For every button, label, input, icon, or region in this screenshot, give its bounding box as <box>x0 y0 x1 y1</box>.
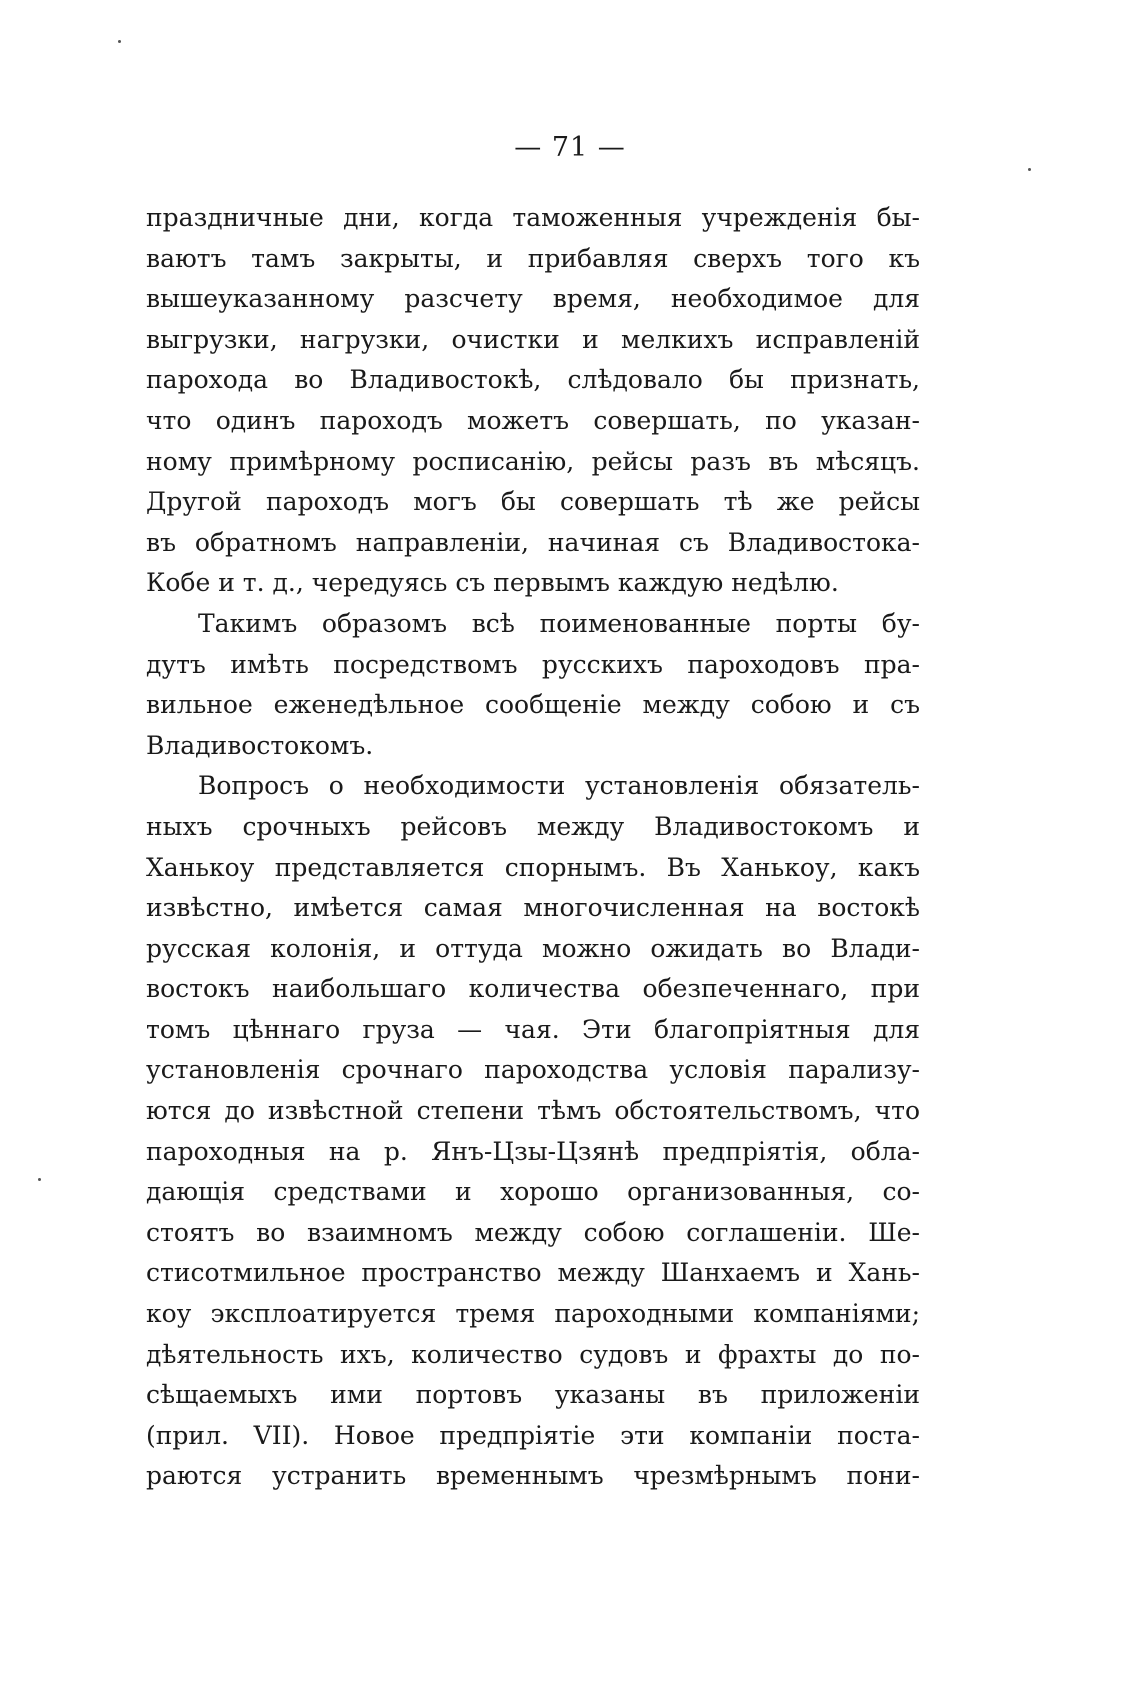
text-line: вильное еженедѣльное сообщеніе между собою и съ <box>146 690 920 720</box>
text-line: раются устранить временнымъ чрезмѣрнымъ пони- <box>146 1461 920 1491</box>
text-line: извѣстно, имѣется самая многочисленная на востокѣ <box>146 893 920 923</box>
text-line: Владивостокомъ. <box>146 730 374 760</box>
text-line: выгрузки, нагрузки, очистки и мелкихъ исправленій <box>146 324 920 354</box>
text-line: ются до извѣстной степени тѣмъ обстоятельствомъ, что <box>146 1096 920 1126</box>
text-line: парохода во Владивостокѣ, слѣдовало бы признать, <box>146 365 920 395</box>
text-line: Такимъ образомъ всѣ поименованные порты бу- <box>198 608 920 638</box>
text-line: ваютъ тамъ закрыты, и прибавляя сверхъ того къ <box>146 243 920 273</box>
text-line: стоятъ во взаимномъ между собою соглашеніи. Ше- <box>146 1217 920 1247</box>
text-line: востокъ наибольшаго количества обезпеченнаго, при <box>146 974 920 1004</box>
scan-speck <box>1028 168 1031 171</box>
text-line: дутъ имѣть посредствомъ русскихъ пароходовъ пра- <box>146 649 920 679</box>
text-line: Ханькоу представляется спорнымъ. Въ Ханькоу, какъ <box>146 852 920 882</box>
text-line: дѣятельность ихъ, количество судовъ и фрахты до по- <box>146 1339 920 1369</box>
text-line: русская колонія, и оттуда можно ожидать во Влади- <box>146 933 920 963</box>
text-line: сѣщаемыхъ ими портовъ указаны въ приложеніи <box>146 1380 920 1410</box>
page-number: — 71 — <box>514 132 626 163</box>
text-line: ному примѣрному росписанію, рейсы разъ въ мѣсяцъ. <box>146 446 920 476</box>
text-line: коу эксплоатируется тремя пароходными компаніями; <box>146 1299 920 1329</box>
text-line: что одинъ пароходъ можетъ совершать, по указан- <box>146 405 920 435</box>
text-line: Вопросъ о необходимости установленія обязатель- <box>198 771 920 801</box>
text-line: вышеуказанному разсчету время, необходимое для <box>146 284 920 314</box>
text-line: Кобе и т. д., чередуясь съ первымъ каждую недѣлю. <box>146 568 839 598</box>
text-line: въ обратномъ направленіи, начиная съ Владивостока- <box>146 527 920 557</box>
scan-speck <box>38 1178 41 1181</box>
text-line: ныхъ срочныхъ рейсовъ между Владивостокомъ и <box>146 811 920 841</box>
body-text <box>146 198 920 1497</box>
scan-speck <box>118 40 121 43</box>
text-line: стисотмильное пространство между Шанхаемъ и Хань- <box>146 1258 920 1288</box>
text-line: праздничные дни, когда таможенныя учрежденія бы- <box>146 203 920 232</box>
text-line: томъ цѣннаго груза — чая. Эти благопріятныя для <box>146 1014 920 1044</box>
text-line: пароходныя на р. Янъ-Цзы-Цзянѣ предпріятія, обла- <box>146 1136 920 1166</box>
text-line: дающія средствами и хорошо организованныя, со- <box>146 1177 920 1207</box>
text-line: Другой пароходъ могъ бы совершать тѣ же рейсы <box>146 487 920 517</box>
text-line: (прил. VII). Новое предпріятіе эти компаніи поста- <box>146 1420 920 1450</box>
text-line: установленія срочнаго пароходства условія парализу- <box>146 1055 920 1085</box>
